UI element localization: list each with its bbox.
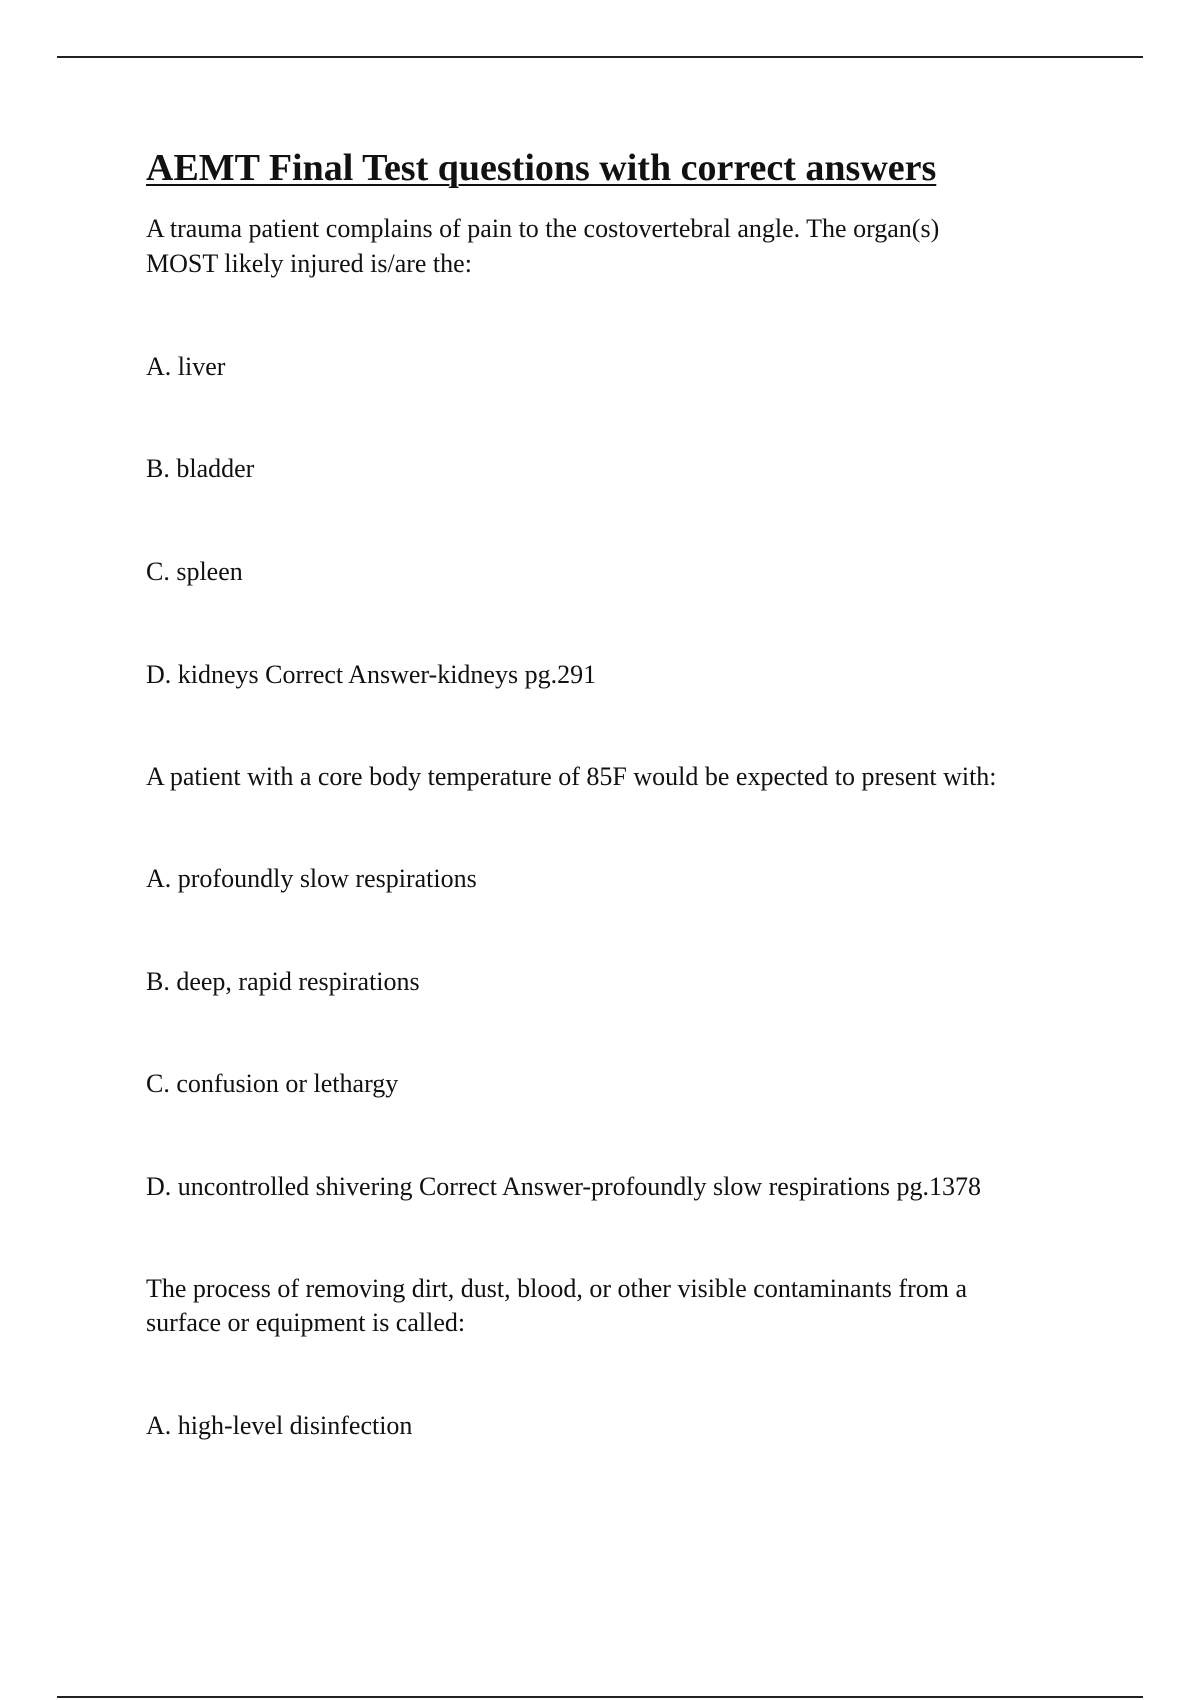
question-2-option-a: A. profoundly slow respirations [146,864,477,893]
question-1-option-b: B. bladder [146,454,255,483]
question-2-prompt-line-1: A patient with a core body temperature of 85F would be expected to present with: [146,762,997,791]
top-divider [57,56,1143,58]
question-1-prompt-line-2: MOST likely injured is/are the: [146,249,472,278]
question-3-option-a: A. high-level disinfection [146,1411,413,1440]
question-3-prompt-line-1: The process of removing dirt, dust, blood, or other visible contaminants from a [146,1274,967,1303]
question-1-option-c: C. spleen [146,557,243,586]
page-title: AEMT Final Test questions with correct answers [146,147,937,189]
question-2-option-b: B. deep, rapid respirations [146,967,420,996]
question-3-prompt-line-2: surface or equipment is called: [146,1308,466,1337]
question-1-option-d-answer: D. kidneys Correct Answer-kidneys pg.291 [146,660,597,689]
question-1-prompt-line-1: A trauma patient complains of pain to the costovertebral angle. The organ(s) [146,214,940,243]
bottom-divider [57,1696,1143,1698]
question-2-option-d-answer: D. uncontrolled shivering Correct Answer-profoundly slow respirations pg.1378 [146,1172,981,1201]
question-1-option-a: A. liver [146,352,226,381]
question-2-option-c: C. confusion or lethargy [146,1069,399,1098]
